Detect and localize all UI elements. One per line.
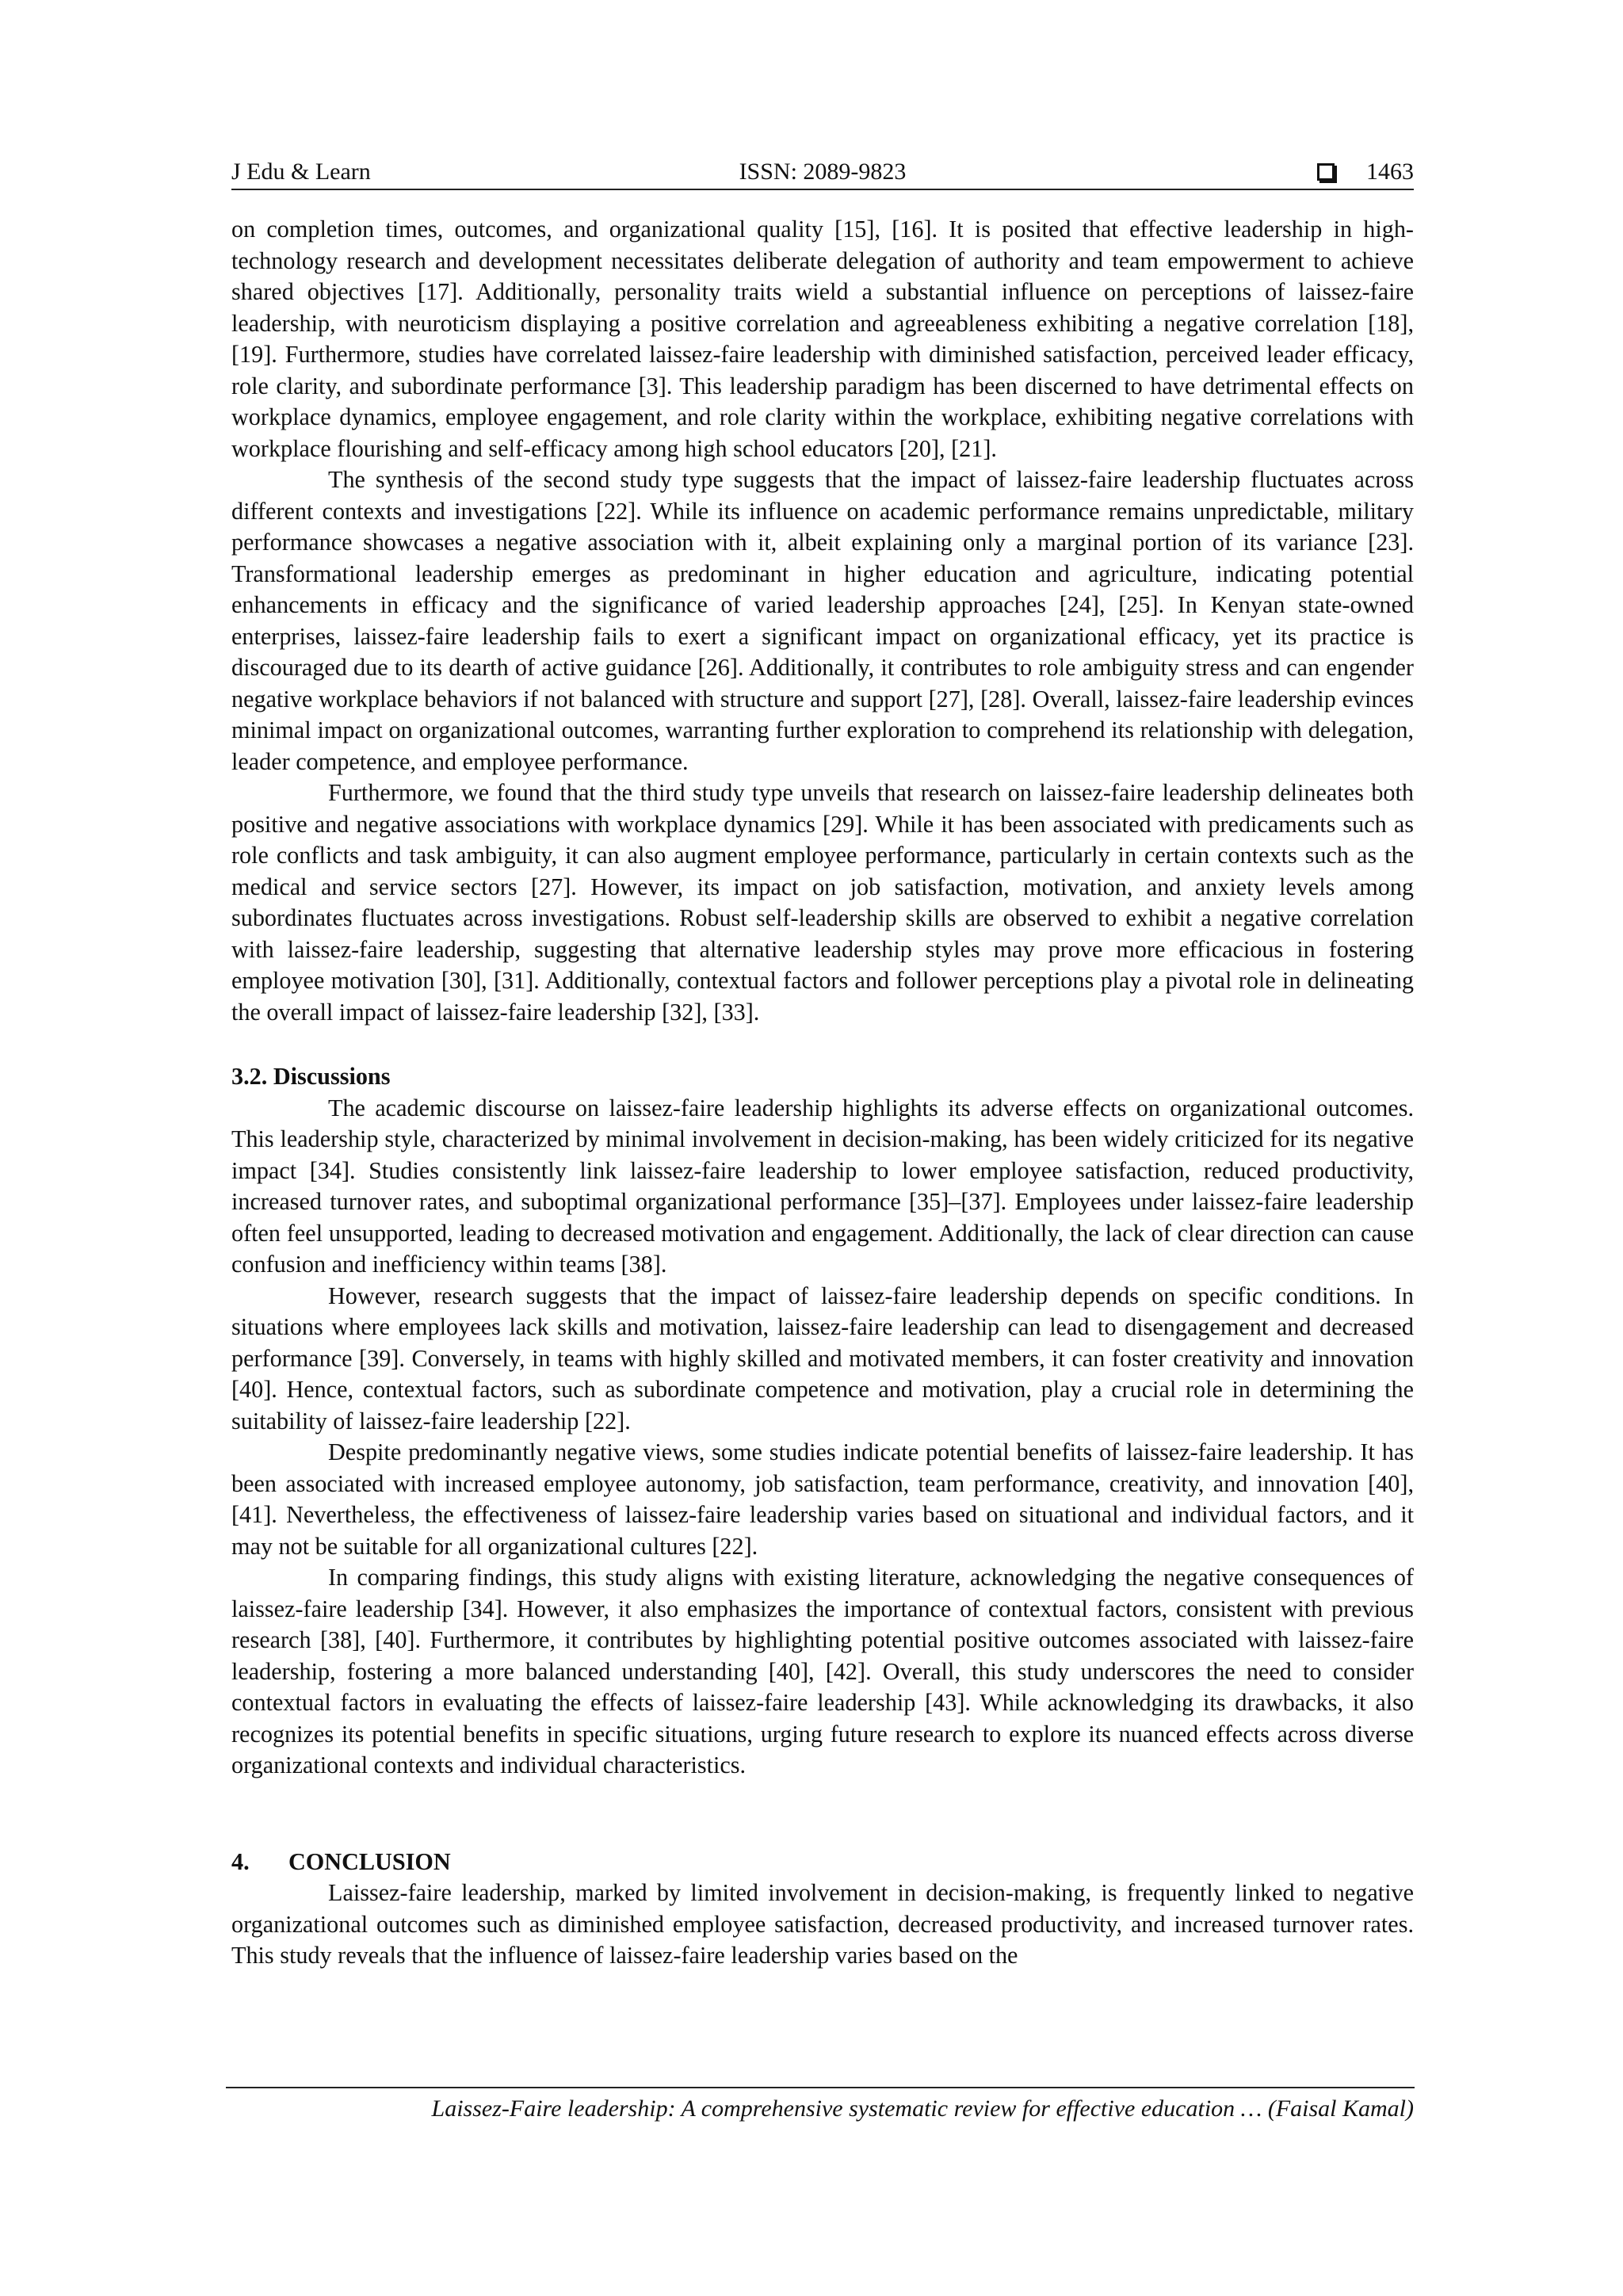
journal-name: J Edu & Learn (231, 159, 371, 185)
body-text (231, 214, 1414, 1972)
paragraph: Laissez-faire leadership, marked by limited involvement in decision-making, is frequently linked to negative organizational outcomes such as diminished employee satisfaction, decreased productivity, and increased turnover rates. This study reveals that the influence of laissez-faire leadership varies based on the (231, 1879, 1414, 1969)
section-heading (231, 1847, 1414, 1878)
paragraph: on completion times, outcomes, and organizational quality [15], [16]. It is posited that effective leadership in high-technology research and development necessitates deliberate delegation of authority and team empowerment to achieve shared objectives [17]. Additionally, personality traits wield a substantial influence on perceptions of laissez-faire leadership, with neuroticism displaying a positive correlation and agreeableness exhibiting a negative correlation [18], [19]. Furthermore, studies have correlated laissez-faire leadership with diminished satisfaction, perceived leader efficacy, role clarity, and subordinate performance [3]. This leadership paradigm has been discerned to have detrimental effects on workplace dynamics, employee engagement, and role clarity within the workplace, exhibiting negative correlations with workplace flourishing and self-efficacy among high school educators [20], [21]. (231, 216, 1414, 462)
paragraph: Despite predominantly negative views, some studies indicate potential benefits of laissez-faire leadership. It has been associated with increased employee autonomy, job satisfaction, team performance, creativity, and innovation [40], [41]. Nevertheless, the effectiveness of laissez-faire leadership varies based on situational and individual factors, and it may not be suitable for all organizational cultures [22]. (231, 1438, 1414, 1560)
section-number: 4. (231, 1847, 250, 1875)
footer-rule (226, 2087, 1415, 2088)
paragraph: The synthesis of the second study type suggests that the impact of laissez-faire leadership fluctuates across different contexts and investigations [22]. While its influence on academic performance remains unpredictable, military performance showcases a negative association with it, albeit explaining only a marginal portion of its variance [23]. Transformational leadership emerges as predominant in higher education and agriculture, indicating potential enhancements in efficacy and the significance of varied leadership approaches [24], [25]. In Kenyan state-owned enterprises, laissez-faire leadership fails to exert a significant impact on organizational efficacy, yet its practice is discouraged due to its dearth of active guidance [26]. Additionally, it contributes to role ambiguity stress and can engender negative workplace behaviors if not balanced with structure and support [27], [28]. Overall, laissez-faire leadership evinces minimal impact on organizational outcomes, warranting further exploration to comprehend its relationship with delegation, leader competence, and employee performance. (231, 466, 1414, 775)
running-footer: Laissez-Faire leadership: A comprehensive systematic review for effective education … (Faisal Kamal) (431, 2095, 1414, 2122)
page-header (231, 155, 1414, 190)
subsection-heading: 3.2. Discussions (231, 1063, 391, 1090)
paragraph: However, research suggests that the impact of laissez-faire leadership depends on specific conditions. In situations where employees lack skills and motivation, laissez-faire leadership can lead to disengagement and decreased performance [39]. Conversely, in teams with highly skilled and motivated members, it can foster creativity and innovation [40]. Hence, contextual factors, such as subordinate competence and motivation, play a crucial role in determining the suitability of laissez-faire leadership [22]. (231, 1282, 1414, 1435)
paragraph: In comparing findings, this study aligns with existing literature, acknowledging the negative consequences of laissez-faire leadership [34]. However, it also emphasizes the importance of contextual factors, consistent with previous research [38], [40]. Furthermore, it contributes by highlighting potential positive outcomes associated with laissez-faire leadership, fostering a more balanced understanding [40], [42]. Overall, this study underscores the need to consider contextual factors in evaluating the effects of laissez-faire leadership [43]. While acknowledging its drawbacks, it also recognizes its potential benefits in specific situations, urging future research to explore its nuanced effects across diverse organizational contexts and individual characteristics. (231, 1564, 1414, 1778)
paragraph: The academic discourse on laissez-faire leadership highlights its adverse effects on organizational outcomes. This leadership style, characterized by minimal involvement in decision-making, has been widely criticized for its negative impact [34]. Studies consistently link laissez-faire leadership to lower employee satisfaction, reduced productivity, increased turnover rates, and suboptimal organizational performance [35]–[37]. Employees under laissez-faire leadership often feel unsupported, leading to decreased motivation and engagement. Additionally, the lack of clear direction can cause confusion and inefficiency within teams [38]. (231, 1094, 1414, 1278)
page-number: 1463 (1366, 159, 1414, 185)
paragraph: Furthermore, we found that the third study type unveils that research on laissez-faire leadership delineates both positive and negative associations with workplace dynamics [29]. While it has been associated with predicaments such as role conflicts and task ambiguity, it can also augment employee performance, particularly in certain contexts such as the medical and service sectors [27]. However, its impact on job satisfaction, motivation, and anxiety levels among subordinates fluctuates across investigations. Robust self-leadership skills are observed to exhibit a negative correlation with laissez-faire leadership, suggesting that alternative leadership styles may prove more efficacious in fostering employee motivation [30], [31]. Additionally, contextual factors and follower perceptions play a pivotal role in delineating the overall impact of laissez-faire leadership [32], [33]. (231, 779, 1414, 1026)
page-number-group (1317, 155, 1414, 189)
square-box-icon (1317, 163, 1335, 181)
issn: ISSN: 2089-9823 (739, 159, 907, 185)
section-title: CONCLUSION (288, 1847, 451, 1875)
